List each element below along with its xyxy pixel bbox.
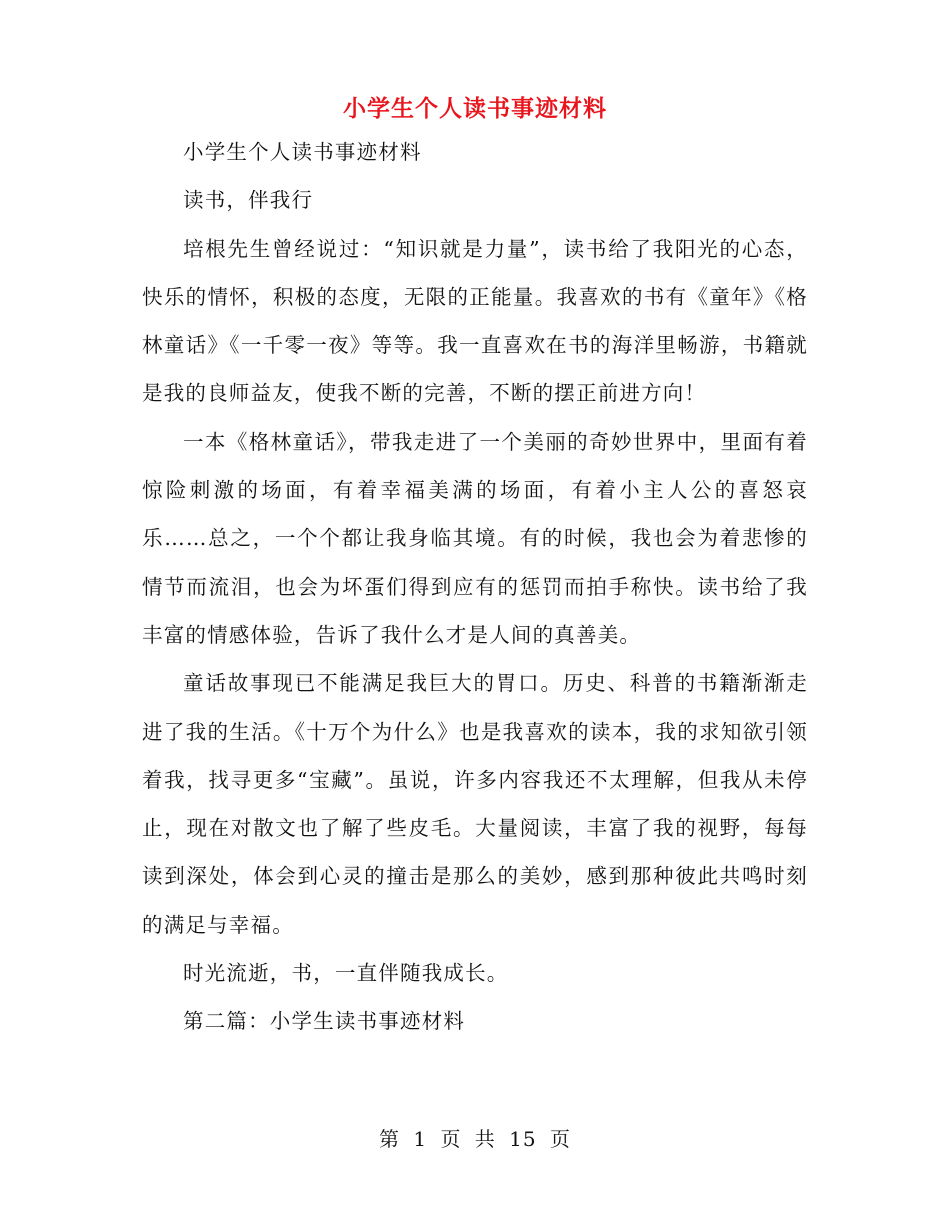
paragraph: 时光流逝，书，一直伴随我成长。 (183, 961, 509, 986)
page-number-footer: 第 1 页 共 15 页 (379, 1127, 571, 1151)
document-title: 小学生个人读书事迹材料 (343, 95, 607, 122)
paragraph-section-heading: 第二篇：小学生读书事迹材料 (183, 1009, 466, 1034)
paragraph: 童话故事现已不能满足我巨大的胃口。历史、科普的书籍渐渐走进了我的生活。《十万个为什么》也是我喜欢的读本，我的求知欲引领着我，找寻更多“宝藏”。虽说，许多内容我还不太理解，但我从未停止，现在对散文也了解了些皮毛。大量阅读，丰富了我的视野，每每读到深处，体会到心灵的撞击是那么的美妙，感到那种彼此共鸣时刻的满足与幸福。 (142, 671, 808, 937)
document-body (142, 128, 808, 1046)
paragraph: 一本《格林童话》，带我走进了一个美丽的奇妙世界中，里面有着惊险刺激的场面，有着幸福美满的场面，有着小主人公的喜怒哀乐……总之，一个个都让我身临其境。有的时候，我也会为着悲惨的情节而流泪，也会为坏蛋们得到应有的惩罚而拍手称快。读书给了我丰富的情感体验，告诉了我什么才是人间的真善美。 (142, 429, 808, 647)
paragraph: 培根先生曾经说过：“知识就是力量”，读书给了我阳光的心态，快乐的情怀，积极的态度，无限的正能量。我喜欢的书有《童年》《格林童话》《一千零一夜》等等。我一直喜欢在书的海洋里畅游，书籍就是我的良师益友，使我不断的完善，不断的摆正前进方向！ (142, 236, 808, 406)
paragraph-heading: 读书，伴我行 (183, 188, 314, 213)
paragraph-subtitle: 小学生个人读书事迹材料 (183, 140, 422, 164)
